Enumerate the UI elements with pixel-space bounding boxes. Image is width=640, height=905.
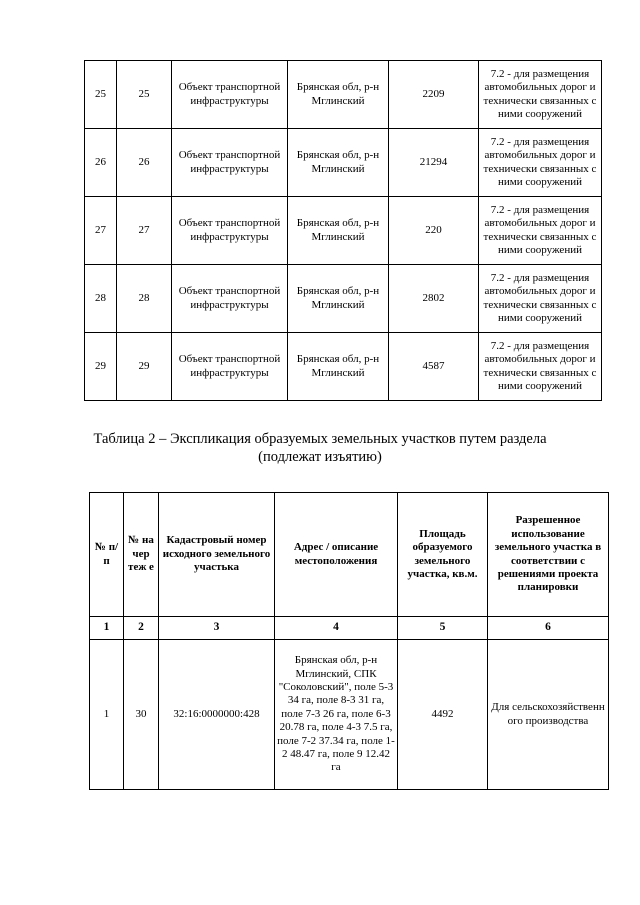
table-row <box>85 129 602 197</box>
row-number: 26 <box>85 129 117 197</box>
header-cadastral-number: Кадастровый номер исходного земельного участька <box>159 493 275 617</box>
caption-subtitle: (подлежат изъятию) <box>258 449 382 465</box>
permitted-use: 7.2 - для размещения автомобильных дорог и технически связанных с ними сооружений <box>479 129 602 197</box>
column-number: 2 <box>124 617 159 640</box>
area: 2209 <box>389 61 479 129</box>
object-name: Объект транспортной инфраструктуры <box>172 333 288 401</box>
column-number: 3 <box>159 617 275 640</box>
explication-table <box>89 492 609 790</box>
permitted-use: 7.2 - для размещения автомобильных дорог и технически связанных с ними сооружений <box>479 333 602 401</box>
parcels-table-continued <box>84 60 602 401</box>
header-permitted-use: Разрешенное использование земельного участка в соответствии с решениями проекта планировки <box>488 493 609 617</box>
header-area: Площадь образуемого земельного участка, кв.м. <box>398 493 488 617</box>
row-number: 29 <box>85 333 117 401</box>
row-number: 28 <box>85 265 117 333</box>
cadastral-number: 32:16:0000000:428 <box>159 640 275 790</box>
drawing-number: 26 <box>117 129 172 197</box>
object-name: Объект транспортной инфраструктуры <box>172 197 288 265</box>
drawing-number: 27 <box>117 197 172 265</box>
object-name: Объект транспортной инфраструктуры <box>172 265 288 333</box>
drawing-number: 30 <box>124 640 159 790</box>
address: Брянская обл, р-н Мглинский <box>288 61 389 129</box>
header-drawing-number: № на чер теж е <box>124 493 159 617</box>
row-number: 27 <box>85 197 117 265</box>
table-row <box>85 333 602 401</box>
area: 4492 <box>398 640 488 790</box>
permitted-use: 7.2 - для размещения автомобильных дорог и технически связанных с ними сооружений <box>479 61 602 129</box>
table-caption <box>40 430 600 466</box>
permitted-use: Для сельскохозяйственн ого производства <box>488 640 609 790</box>
header-row-number: № п/п <box>90 493 124 617</box>
column-number: 4 <box>275 617 398 640</box>
drawing-number: 28 <box>117 265 172 333</box>
drawing-number: 25 <box>117 61 172 129</box>
table-row <box>90 640 609 790</box>
column-number: 6 <box>488 617 609 640</box>
header-row <box>90 493 609 617</box>
column-number-row <box>90 617 609 640</box>
row-number: 25 <box>85 61 117 129</box>
table-row <box>85 265 602 333</box>
permitted-use: 7.2 - для размещения автомобильных дорог и технически связанных с ними сооружений <box>479 197 602 265</box>
address: Брянская обл, р-н Мглинский, СПК "Соколовский", поле 5-3 34 га, поле 8-3 31 га, поле 7-3 26 га, поле 6-3 20.78 га, поле 4-3 7.5 га, поле 7-2 37.34 га, поле 1-2 48.47 га, поле 9 12.42 га <box>275 640 398 790</box>
column-number: 5 <box>398 617 488 640</box>
address: Брянская обл, р-н Мглинский <box>288 333 389 401</box>
address: Брянская обл, р-н Мглинский <box>288 265 389 333</box>
table-row <box>85 61 602 129</box>
column-number: 1 <box>90 617 124 640</box>
drawing-number: 29 <box>117 333 172 401</box>
permitted-use: 7.2 - для размещения автомобильных дорог и технически связанных с ними сооружений <box>479 265 602 333</box>
row-number: 1 <box>90 640 124 790</box>
caption-title: Таблица 2 – Экспликация образуемых земельных участков путем раздела <box>93 431 547 447</box>
object-name: Объект транспортной инфраструктуры <box>172 129 288 197</box>
area: 4587 <box>389 333 479 401</box>
object-name: Объект транспортной инфраструктуры <box>172 61 288 129</box>
address: Брянская обл, р-н Мглинский <box>288 197 389 265</box>
area: 220 <box>389 197 479 265</box>
area: 2802 <box>389 265 479 333</box>
table-row <box>85 197 602 265</box>
address: Брянская обл, р-н Мглинский <box>288 129 389 197</box>
header-address: Адрес / описание местоположения <box>275 493 398 617</box>
area: 21294 <box>389 129 479 197</box>
